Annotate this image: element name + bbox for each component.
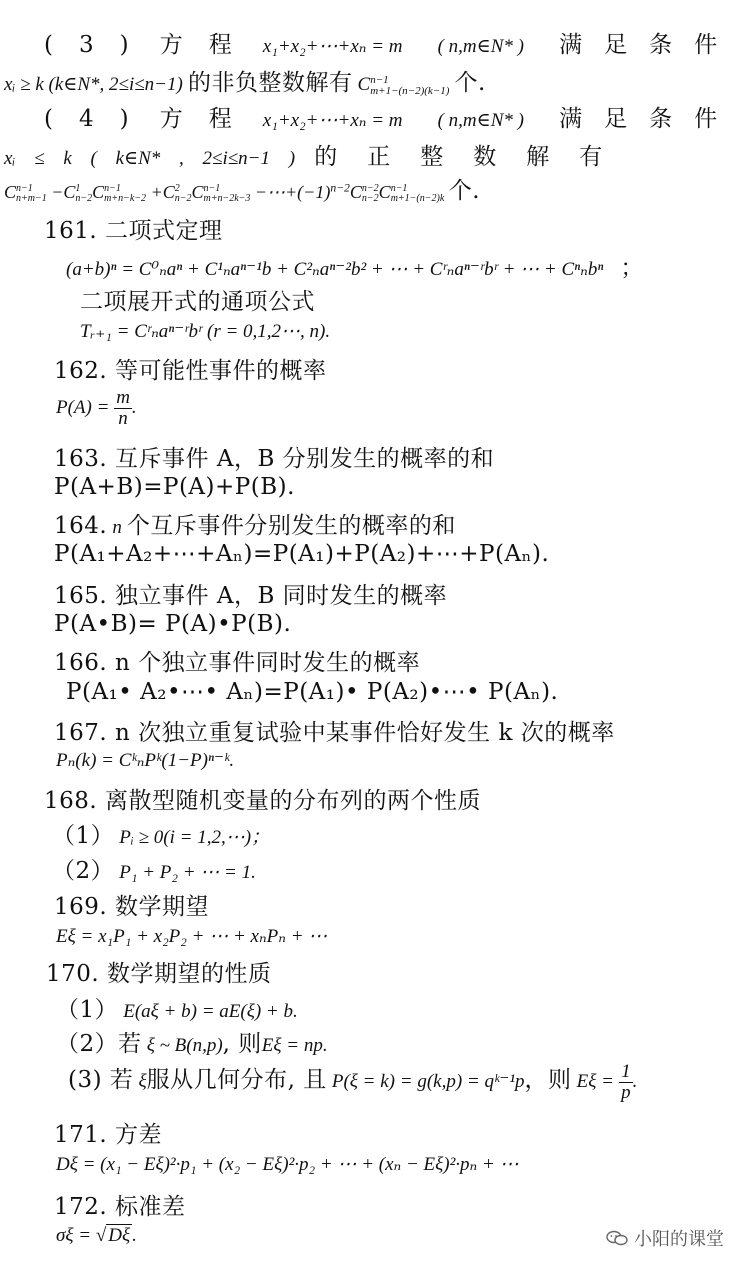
- watermark-text: 小阳的课堂: [634, 1229, 724, 1250]
- formula: 1: [75, 182, 81, 194]
- heading-171: 171. 方差: [54, 1122, 163, 1148]
- text: 个互斥事件分别发生的概率的和: [126, 513, 456, 539]
- formula: C: [4, 182, 17, 202]
- formula: P(A+B)=P(A)+P(B).: [54, 474, 295, 500]
- heading-168: 168. 离散型随机变量的分布列的两个性质: [44, 788, 482, 814]
- formula: E(aξ + b) = aE(ξ) + b.: [123, 1001, 298, 1022]
- formula-line: [68, 1061, 637, 1103]
- text: （1）: [56, 997, 119, 1023]
- heading-161: 161. 二项式定理: [44, 218, 223, 244]
- formula-line: [56, 388, 137, 429]
- formula: n: [112, 517, 122, 538]
- formula: Tᵣ₊₁ = Cʳₙaⁿ⁻ʳbʳ (r = 0,1,2⋯, n).: [80, 321, 331, 342]
- formula: Dξ = (x₁ − Eξ)²·p₁ + (x₂ − Eξ)²·p₂ + ⋯ + (xₙ − Eξ)²·pₙ + ⋯: [56, 1154, 519, 1175]
- heading-162: 162. 等可能性事件的概率: [54, 358, 327, 384]
- heading-169: 169. 数学期望: [54, 894, 210, 920]
- text: 的非负整数解有: [187, 70, 353, 96]
- formula: .: [632, 1071, 638, 1092]
- text: ；: [620, 255, 644, 281]
- formula: P(A•B)= P(A)•P(B).: [54, 611, 292, 637]
- heading-172: 172. 标准差: [54, 1194, 186, 1220]
- watermark: [606, 1225, 724, 1251]
- heading-164: [54, 507, 456, 540]
- formula: σξ = √: [56, 1225, 107, 1246]
- formula: ( n,m∈N* ): [437, 110, 524, 131]
- formula: C: [349, 182, 362, 202]
- item-3-line2: [4, 64, 486, 97]
- formula-line: [52, 852, 256, 885]
- formula: m+1−(n−2)k: [390, 192, 445, 204]
- heading-163: 163. 互斥事件 A，B 分别发生的概率的和: [54, 446, 495, 472]
- item-number: (3): [44, 32, 155, 58]
- heading-166: 166. n 个独立事件同时发生的概率: [54, 650, 421, 676]
- formula: n−2: [330, 181, 350, 195]
- item-3-line1: [44, 26, 739, 59]
- fraction-numerator: 1: [621, 1061, 631, 1083]
- formula: C: [92, 182, 105, 202]
- formula: Eξ = np.: [261, 1035, 328, 1056]
- text: 164.: [54, 513, 108, 539]
- formula: n−1: [16, 182, 33, 194]
- formula: C: [378, 182, 391, 202]
- formula: n−1: [104, 182, 121, 194]
- formula: 2: [174, 182, 180, 194]
- formula: Pᵢ ≥ 0(i = 1,2,⋯)；: [119, 827, 271, 848]
- formula: P(A₁+A₂+⋯+Aₙ)=P(A₁)+P(A₂)+⋯+P(Aₙ).: [54, 541, 550, 567]
- formula: x₁+x₂+⋯+xₙ = m: [262, 110, 403, 131]
- formula: .: [131, 396, 137, 418]
- formula-line: [56, 1225, 137, 1247]
- text: 个.: [448, 178, 481, 204]
- formula: n−1: [370, 73, 389, 86]
- formula: P(A) =: [56, 396, 110, 418]
- formula: ξ: [138, 1071, 147, 1092]
- formula: −C: [51, 182, 76, 202]
- formula: Dξ: [108, 1225, 131, 1246]
- formula-line: [52, 817, 270, 850]
- formula: ξ ~ B(n,p): [146, 1035, 223, 1056]
- formula: P(A₁• A₂•⋯• Aₙ)=P(A₁)• P(A₂)•⋯• P(Aₙ).: [66, 679, 559, 705]
- formula-line: [66, 249, 644, 282]
- heading-165: 165. 独立事件 A，B 同时发生的概率: [54, 583, 448, 609]
- item-4-line2: [4, 138, 632, 171]
- heading-170: 170. 数学期望的性质: [46, 961, 272, 987]
- fraction-denominator: n: [118, 407, 128, 429]
- formula: +C: [150, 182, 175, 202]
- text: 方程: [159, 32, 258, 58]
- formula: C: [191, 182, 204, 202]
- fraction-denominator: p: [621, 1082, 631, 1103]
- formula: m+n−k−2: [104, 192, 147, 204]
- heading: 二项展开式的通项公式: [80, 289, 315, 315]
- formula: n−1: [390, 182, 408, 194]
- formula: −⋯+(−1): [254, 182, 331, 202]
- text: 的正整数解有: [314, 144, 633, 170]
- formula: (a+b)ⁿ = C⁰ₙaⁿ + C¹ₙaⁿ⁻¹b + C²ₙaⁿ⁻²b² + ⋯ + Cʳₙaⁿ⁻ʳbʳ + ⋯ + Cⁿₙbⁿ: [66, 259, 604, 280]
- formula: ( n,m∈N* ): [437, 36, 524, 57]
- text: 服从几何分布, 且: [146, 1067, 327, 1093]
- formula: n−1: [203, 182, 221, 194]
- wechat-icon: [606, 1230, 628, 1246]
- formula: Pₙ(k) = CᵏₙPᵏ(1−P)ⁿ⁻ᵏ.: [56, 750, 235, 771]
- text: 方程: [159, 106, 258, 132]
- formula: xᵢ ≥ k (k∈N*, 2≤i≤n−1): [4, 74, 183, 95]
- fraction-numerator: m: [116, 387, 130, 408]
- formula: m+n−2k−3: [203, 192, 251, 204]
- text: ，则: [524, 1067, 572, 1093]
- formula: m+1−(n−2)(k−1): [370, 84, 450, 97]
- formula: Eξ =: [576, 1071, 614, 1092]
- formula: x₁+x₂+⋯+xₙ = m: [262, 36, 403, 57]
- text: （2）若: [56, 1031, 142, 1057]
- text: 满足条件: [559, 32, 740, 58]
- item-number: (4): [44, 106, 155, 132]
- formula: C: [357, 74, 371, 95]
- text: , 则: [222, 1031, 262, 1057]
- formula: P(ξ = k) = g(k,p) = qᵏ⁻¹p: [331, 1071, 525, 1092]
- formula: .: [132, 1225, 137, 1246]
- text: 满足条件: [559, 106, 740, 132]
- item-4-line1: [44, 100, 739, 133]
- text: （1）: [52, 823, 115, 849]
- heading-167: 167. n 次独立重复试验中某事件恰好发生 k 次的概率: [54, 720, 615, 746]
- formula: n−2: [75, 192, 93, 204]
- formula-line: [56, 1025, 328, 1058]
- formula: Eξ = x₁P₁ + x₂P₂ + ⋯ + xₙPₙ + ⋯: [56, 926, 328, 947]
- formula: n+m−1: [16, 192, 47, 204]
- formula-line: [56, 991, 298, 1024]
- formula: P₁ + P₂ + ⋯ = 1.: [119, 862, 256, 883]
- formula: xᵢ ≤ k ( k∈N* , 2≤i≤n−1 ): [4, 148, 296, 169]
- formula: n−2: [174, 192, 192, 204]
- text: (3) 若: [68, 1067, 134, 1093]
- text: （2）: [52, 858, 115, 884]
- text: 个.: [454, 70, 486, 96]
- formula: n−2: [361, 182, 379, 194]
- formula: n−2: [361, 192, 379, 204]
- item-4-line3: [4, 172, 480, 205]
